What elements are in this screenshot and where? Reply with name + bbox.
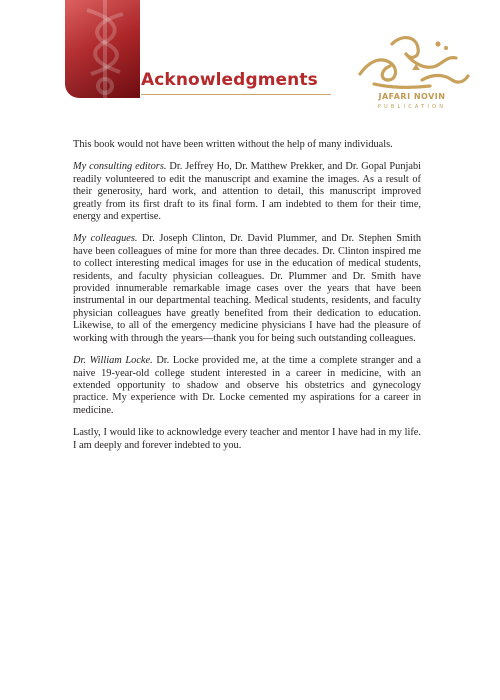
publisher-subtitle: PUBLICATION (377, 104, 447, 110)
calligraphy-logo-icon (352, 30, 472, 92)
chapter-tab-decoration (65, 0, 140, 98)
page-title: Acknowledgments (141, 70, 318, 90)
publisher-logo (352, 30, 472, 118)
paragraph-consulting-editors: My consulting editors. Dr. Jeffrey Ho, Dr. Matthew Prekker, and Dr. Gopal Punjabi readily volunteered to edit the manuscript and examine the images. As a result of their generosity, hard work, and attention to detail, this manuscript improved greatly from its first draft to its final form. I am indebted to them for their time, energy and expertise. (73, 161, 421, 223)
title-underline (141, 94, 331, 95)
paragraph-lead: My colleagues. (73, 233, 138, 245)
paragraph-intro: This book would not have been written without the help of many individuals. (73, 139, 393, 150)
caduceus-icon (65, 0, 140, 98)
paragraph-lead: My consulting editors. (73, 161, 167, 173)
paragraph-william-locke: Dr. William Locke. Dr. Locke provided me, at the time a complete stranger and a naive 19-year-old college student interested in a career in medicine, with an extended opportunity to shadow and observe his obstetrics and gynecology practice. My experience with Dr. Locke cemented my aspirations for a career in medicine. (73, 355, 421, 416)
acknowledgments-body (73, 139, 421, 462)
paragraph-closing: Lastly, I would like to acknowledge every teacher and mentor I have had in my life. I am deeply and forever indebted to you. (73, 427, 421, 451)
paragraph-colleagues: My colleagues. Dr. Joseph Clinton, Dr. David Plummer, and Dr. Stephen Smith have been colleagues of mine for more than three decades. Dr. Clinton inspired me to collect interesting medical images for use in the education of medical students, residents, and faculty physician colleagues. Dr. Plummer and Dr. Smith have provided innumerable remarkable image cases over the years that have been instrumental in our departmental teaching. Medical students, residents, and faculty physician colleagues have greatly benefited from their dedication to education. Likewise, to all of the emergency medicine physicians I have had the pleasure of working with through the years—thank you for being such outstanding colleagues. (73, 233, 422, 344)
publisher-name: JAFARI NOVIN (378, 92, 446, 101)
paragraph-lead: Dr. William Locke. (73, 355, 153, 367)
